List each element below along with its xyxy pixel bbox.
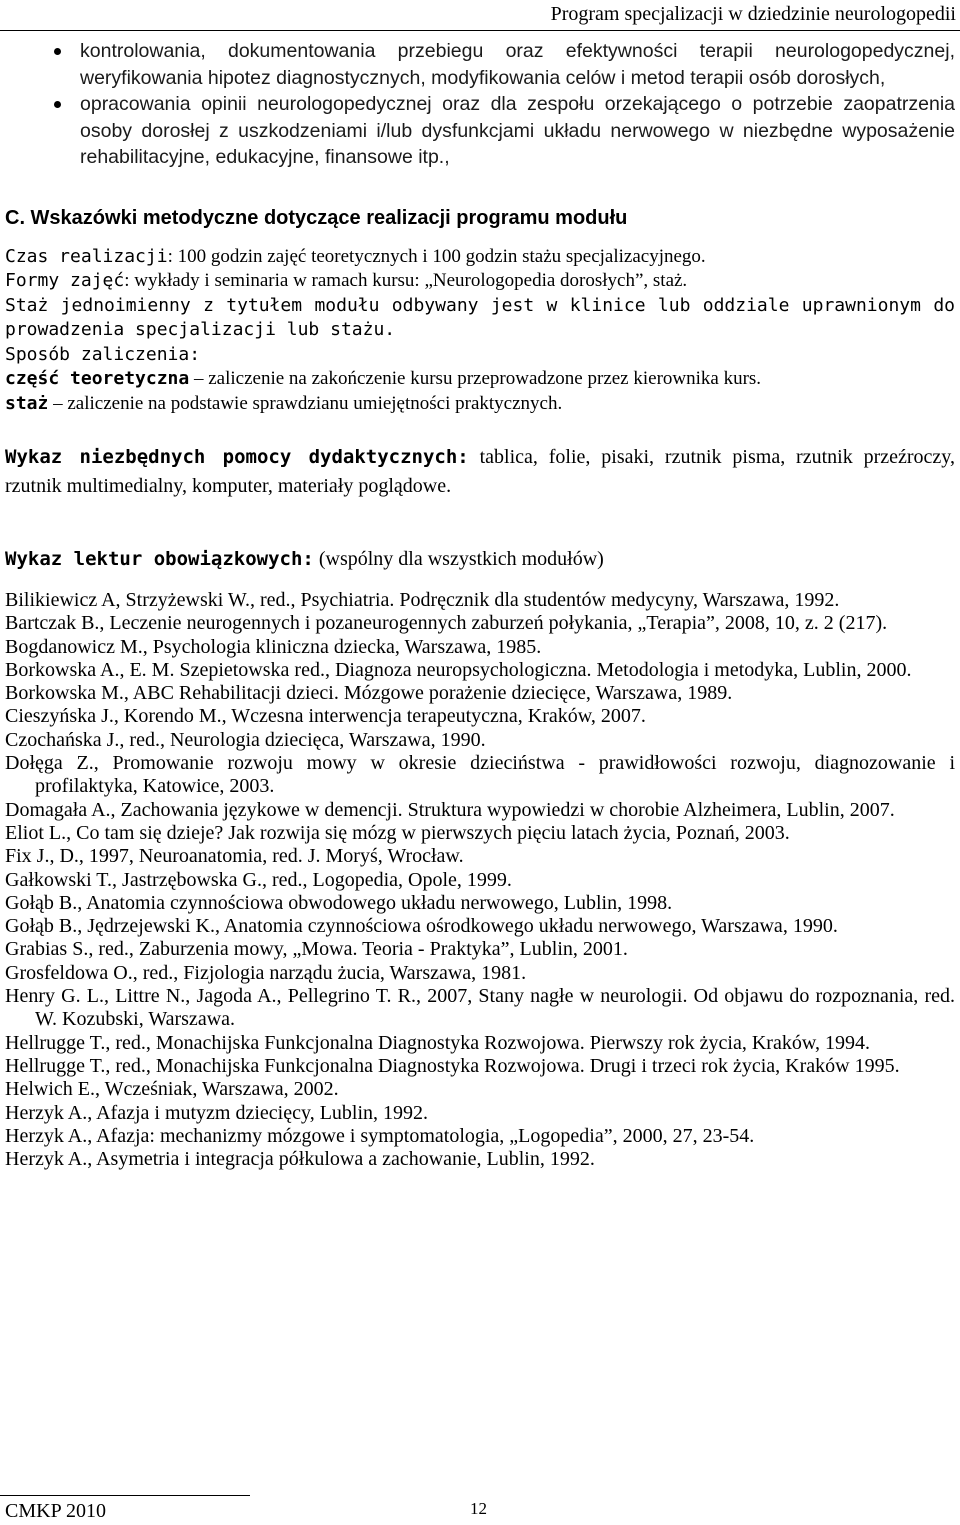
formy-label: Formy zajęć [5,270,125,291]
sposob-label: Sposób zaliczenia: [5,343,201,365]
bibliography-item: Bartczak B., Leczenie neurogennych i pozaneurogennych zaburzeń połykania, „Terapia”, 2008, 10, z. 2 (217). [5,612,888,635]
aids-label: Wykaz niezbędnych pomocy dydaktycznych: [5,446,469,468]
page-footer [0,1495,960,1525]
staz2-label: staż [5,392,49,414]
bibliography-item: Cieszyńska J., Korendo M., Wczesna interwencja terapeutyczna, Kraków, 2007. [5,705,646,728]
bibliography-item: Henry G. L., Littre N., Jagoda A., Pellegrino T. R., 2007, Stany nagłe w neurologii. Od objawu do rozpoznania, red. W. Kozubski, Warszawa. [5,985,955,1031]
staz-info [5,294,955,343]
bibliography-item: Hellrugge T., red., Monachijska Funkcjonalna Diagnostyka Rozwojowa. Drugi i trzeci rok życia, Kraków 1995. [5,1054,900,1077]
bibliography-item: Gołąb B., Jędrzejewski K., Anatomia czynnościowa ośrodkowego układu nerwowego, Warszawa, 1990. [5,915,838,938]
bibliography-item: Czochańska J., red., Neurologia dziecięca, Warszawa, 1990. [5,728,486,751]
bullet-item: kontrolowania, dokumentowania przebiegu oraz efektywności terapii neurologopedycznej, weryfikowania hipotez diagnostycznych, modyfikowania celów i metod terapii osób dorosłych, [80,38,955,91]
bullet-list [5,38,955,171]
aids-paragraph [5,443,955,501]
footer-rule [0,1495,250,1496]
formy-zajec [5,269,955,294]
bibliography-item: Gołąb B., Anatomia czynnościowa obwodowego układu nerwowego, Lublin, 1998. [5,891,673,914]
czesc-teoretyczna [5,367,955,392]
bibliography-item: Grabias S., red., Zaburzenia mowy, „Mowa. Teoria - Praktyka”, Lublin, 2001. [5,938,628,961]
czas-text: : 100 godzin zajęć teoretycznych i 100 godzin stażu specjalizacyjnego. [167,245,706,267]
page-content [5,38,955,1171]
readings-note: (wspólny dla wszystkich modułów) [313,548,604,570]
section-c-title: C. Wskazówki metodyczne dotyczące realizacji programu modułu [5,206,628,229]
bibliography-item: Grosfeldowa O., red., Fizjologia narządu żucia, Warszawa, 1981. [5,961,527,984]
bibliography-list [5,589,955,1171]
bibliography-item: Herzyk A., Afazja: mechanizmy mózgowe i symptomatologia, „Logopedia”, 2000, 27, 23-54. [5,1124,755,1147]
header-rule [0,30,960,31]
readings-heading [5,546,955,572]
aids-text: tablica, folie, pisaki, rzutnik pisma, rzutnik przeźroczy, rzutnik multimedialny, komputer, materiały poglądowe. [5,446,955,497]
bibliography-item: Hellrugge T., red., Monachijska Funkcjonalna Diagnostyka Rozwojowa. Pierwszy rok życia, Kraków, 1994. [5,1031,870,1054]
bibliography-item: Fix J., D., 1997, Neuroanatomia, red. J. Moryś, Wrocław. [5,845,464,868]
bibliography-item: Eliot L., Co tam się dzieje? Jak rozwija się mózg w pierwszych pięciu latach życia, Poznań, 2003. [5,821,790,844]
bibliography-item: Gałkowski T., Jastrzębowska G., red., Logopedia, Opole, 1999. [5,868,512,891]
page-number: 12 [470,1499,487,1518]
bibliography-item: Bilikiewicz A, Strzyżewski W., red., Psychiatria. Podręcznik dla studentów medycyny, Warszawa, 1992. [5,589,840,611]
bibliography-item: Borkowska A., E. M. Szepietowska red., Diagnoza neuropsychologiczna. Metodologia i metodyka, Lublin, 2000. [5,658,912,681]
bibliography-item: Herzyk A., Asymetria i integracja półkulowa a zachowanie, Lublin, 1992. [5,1148,595,1171]
bibliography-item: Helwich E., Wcześniak, Warszawa, 2002. [5,1078,339,1101]
staz2-text: – zaliczenie na podstawie sprawdzianu umiejętności praktycznych. [48,392,563,414]
page-header: Program specjalizacji w dziedzinie neurologopedii [550,3,956,25]
bibliography-item: Borkowska M., ABC Rehabilitacji dzieci. Mózgowe porażenie dziecięce, Warszawa, 1989. [5,682,733,705]
bibliography-item: Herzyk A., Afazja i mutyzm dziecięcy, Lublin, 1992. [5,1101,429,1124]
formy-text: : wykłady i seminaria w ramach kursu: „Neurologopedia dorosłych”, staż. [124,270,688,291]
footer-org: CMKP 2010 [5,1500,106,1522]
bibliography-item: Bogdanowicz M., Psychologia kliniczna dziecka, Warszawa, 1985. [5,635,542,658]
czas-realizacji [5,245,955,270]
staz-zaliczenie [5,392,955,417]
readings-label: Wykaz lektur obowiązkowych: [5,548,314,570]
czas-label: Czas realizacji [5,245,168,267]
bibliography-item: Domagała A., Zachowania językowe w demencji. Struktura wypowiedzi w chorobie Alzheimera, Lublin, 2007. [5,798,895,821]
bullet-item: opracowania opinii neurologopedycznej oraz dla zespołu orzekającego o potrzebie zaopatrzenia osoby dorosłej z uszkodzeniami i/lub dysfunkcjami układu nerwowego w niezbędne wyposażenie rehabilitacyjne, edukacyjne, finansowe itp., [80,91,955,171]
sposob-zaliczenia [5,343,955,368]
czesc-label: część teoretyczna [5,368,190,389]
staz-label: Staż jednoimienny z tytułem modułu odbywany jest w klinice lub oddziale uprawnionym do prowadzenia specjalizacji lub stażu. [5,294,955,340]
czesc-text: – zaliczenie na zakończenie kursu przeprowadzone przez kierownika kurs. [189,368,762,389]
bibliography-item: Dołęga Z., Promowanie rozwoju mowy w okresie dzieciństwa - prawidłowości rozwoju, diagnozowanie i profilaktyka, Katowice, 2003. [5,752,955,798]
